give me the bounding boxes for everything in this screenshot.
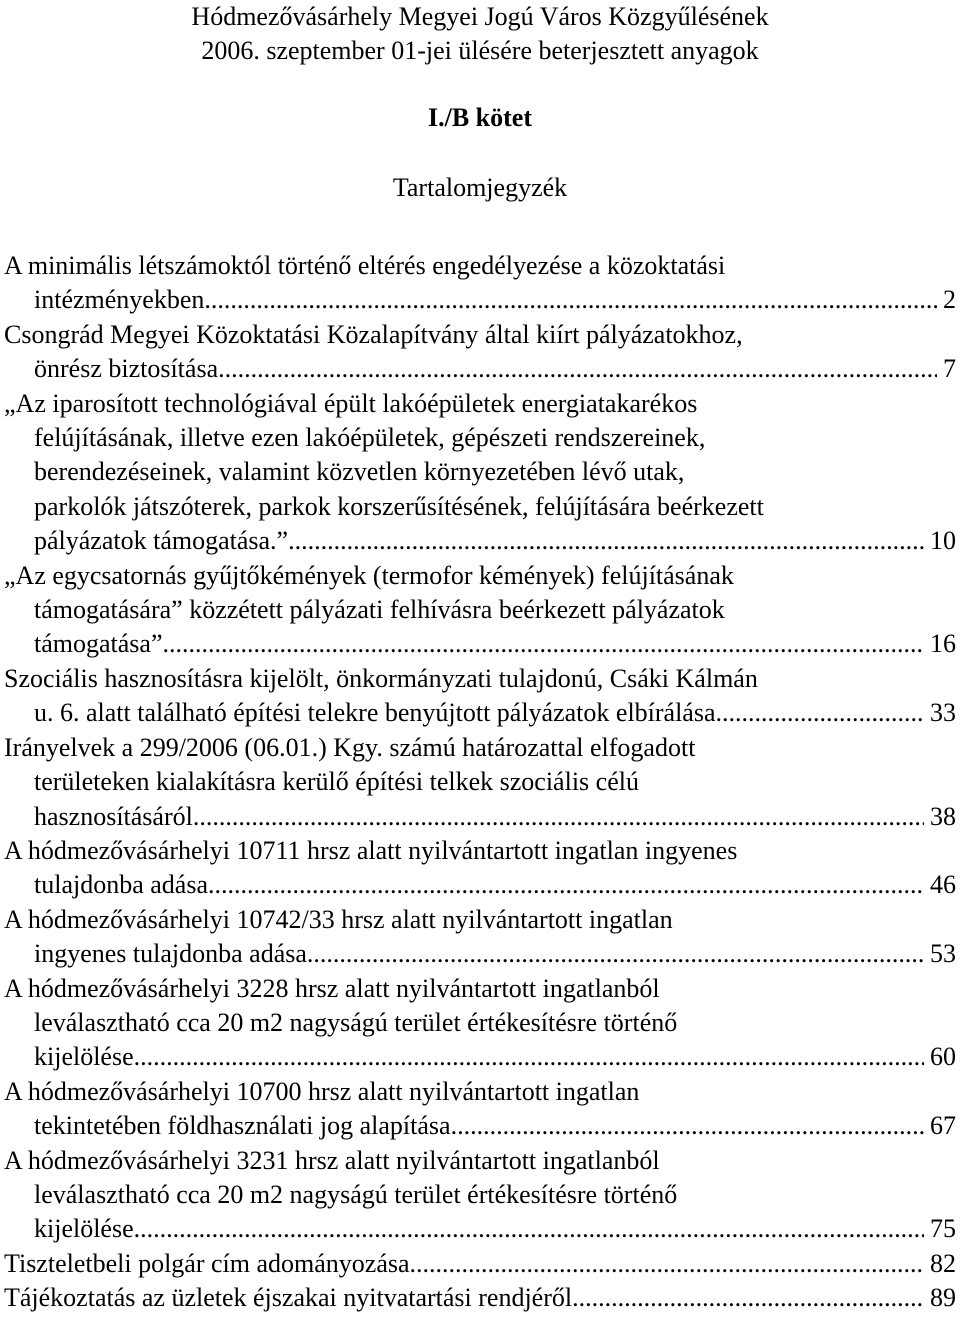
page-number: 60 (930, 1042, 956, 1072)
toc-entry-continuation-line: parkolók játszóterek, parkok korszerűsítésének, felújítására beérkezett (34, 491, 764, 521)
toc-entry (4, 662, 956, 731)
toc-entry-leader-line (4, 1040, 956, 1074)
toc-entry-leader-line (4, 352, 956, 386)
volume-title: I./B kötet (428, 103, 532, 132)
page-number: 53 (930, 939, 956, 969)
toc-entry-leader-line (4, 524, 956, 558)
toc-entry (4, 903, 956, 972)
page-number: 67 (930, 1111, 956, 1141)
toc-entry-title-line: A hódmezővásárhelyi 3228 hrsz alatt nyilvántartott ingatlanból (4, 973, 660, 1003)
dot-leader (134, 1040, 924, 1074)
toc-entry (4, 249, 956, 318)
toc-entry (4, 1281, 956, 1315)
toc-entry-leader-line (4, 1247, 956, 1281)
toc-entry (4, 387, 956, 559)
dot-leader (211, 283, 937, 317)
toc-entry-continuation-line: támogatására” közzétett pályázati felhívásra beérkezett pályázatok (34, 595, 725, 625)
toc-entry-title-line: Csongrád Megyei Közoktatási Közalapítvány által kiírt pályázatokhoz, (4, 319, 743, 349)
page-number: 2 (943, 285, 956, 315)
page-number: 89 (930, 1283, 956, 1313)
dot-leader (451, 1109, 924, 1143)
toc-entry-continuation-line: területeken kialakításra kerülő építési telkek szociális célú (34, 767, 639, 797)
page-number: 46 (930, 870, 956, 900)
toc-entry-title-line: A minimális létszámoktól történő eltérés engedélyezése a közoktatási (4, 251, 726, 280)
dot-leader (288, 524, 924, 558)
toc-entry-leader-line (4, 1212, 956, 1246)
dot-leader (193, 800, 924, 834)
toc-entry-title-line: A hódmezővásárhelyi 10700 hrsz alatt nyilvántartott ingatlan (4, 1076, 640, 1106)
toc-entry-leader-line (4, 283, 956, 317)
toc-entry-final-text: tulajdonba adása (34, 870, 208, 900)
page-number: 75 (930, 1214, 956, 1244)
toc-entry-continuation-line: leválasztható cca 20 m2 nagyságú terület értékesítésre történő (34, 1179, 678, 1209)
toc-entry-leader-line (4, 1281, 956, 1315)
toc-entry-final-text: kijelölése (34, 1214, 134, 1244)
dot-leader (307, 937, 924, 971)
page-number: 38 (930, 801, 956, 831)
dot-leader (208, 868, 924, 902)
toc-entry (4, 1247, 956, 1281)
page-number: 10 (930, 526, 956, 556)
toc-entry-final-text: ingyenes tulajdonba adása (34, 939, 307, 969)
toc-entry (4, 1075, 956, 1144)
document-header (0, 0, 960, 68)
toc-entry-final-text: hasznosításáról (34, 801, 193, 831)
toc-entry (4, 972, 956, 1075)
toc-entry-leader-line (4, 937, 956, 971)
toc-entry (4, 1144, 956, 1247)
header-line-2: 2006. szeptember 01-jei ülésére beterjesztett anyagok (201, 36, 759, 65)
header-line-1: Hódmezővásárhely Megyei Jogú Város Közgyűlésének (191, 2, 769, 31)
toc-entry-continuation-line: felújításának, illetve ezen lakóépületek, gépészeti rendszereinek, (34, 423, 706, 453)
page-number: 82 (930, 1248, 956, 1278)
toc-entry (4, 559, 956, 662)
toc-entry-title-line: Irányelvek a 299/2006 (06.01.) Kgy. számú határozattal elfogadott (4, 732, 696, 762)
toc-entry-final-text: intézményekben. (34, 285, 211, 315)
page-number: 7 (943, 354, 956, 384)
page-number: 16 (930, 629, 956, 659)
toc-entry-continuation-line: leválasztható cca 20 m2 nagyságú terület értékesítésre történő (34, 1007, 678, 1037)
toc-entry (4, 318, 956, 387)
dot-leader (163, 627, 925, 661)
toc-entry-title-line: A hódmezővásárhelyi 10742/33 hrsz alatt nyilvántartott ingatlan (4, 904, 673, 934)
toc-entry-continuation-line: berendezéseinek, valamint közvetlen környezetében lévő utak, (34, 457, 685, 487)
toc-entry-final-text: u. 6. alatt található építési telekre benyújtott pályázatok elbírálása (34, 698, 716, 728)
toc-entry-leader-line (4, 868, 956, 902)
table-of-contents (4, 249, 956, 1316)
toc-entry-title-line: „Az iparosított technológiával épült lakóépületek energiatakarékos (4, 388, 698, 418)
toc-entry (4, 834, 956, 903)
toc-entry-final-text: támogatása” (34, 629, 163, 659)
toc-entry-final-text: kijelölése (34, 1042, 134, 1072)
toc-entry-final-text: önrész biztosítása. (34, 354, 225, 384)
toc-entry-title-line: „Az egycsatornás gyűjtőkémények (termofor kémények) felújításának (4, 560, 734, 590)
toc-entry-title-line: A hódmezővásárhelyi 3231 hrsz alatt nyilvántartott ingatlanból (4, 1145, 660, 1175)
toc-entry-final-text: tekintetében földhasználati jog alapítása (34, 1111, 451, 1141)
toc-entry-title-line: A hódmezővásárhelyi 10711 hrsz alatt nyilvántartott ingatlan ingyenes (4, 835, 738, 865)
toc-entry-leader-line (4, 696, 956, 730)
toc-entry (4, 731, 956, 834)
page-number: 33 (930, 698, 956, 728)
toc-entry-leader-line (4, 800, 956, 834)
toc-entry-final-text: pályázatok támogatása.” (34, 526, 289, 556)
dot-leader (572, 1281, 924, 1315)
toc-entry-final-text: Tiszteletbeli polgár cím adományozása (4, 1248, 410, 1278)
dot-leader (134, 1212, 924, 1246)
dot-leader (716, 696, 924, 730)
toc-entry-title-line: Szociális hasznosításra kijelölt, önkormányzati tulajdonú, Csáki Kálmán (4, 663, 758, 693)
toc-title: Tartalomjegyzék (392, 173, 568, 202)
toc-entry-final-text: Tájékoztatás az üzletek éjszakai nyitvatartási rendjéről (4, 1283, 573, 1313)
toc-entry-leader-line (4, 1109, 956, 1143)
toc-entry-leader-line (4, 627, 956, 661)
dot-leader (410, 1247, 924, 1281)
dot-leader (225, 352, 937, 386)
